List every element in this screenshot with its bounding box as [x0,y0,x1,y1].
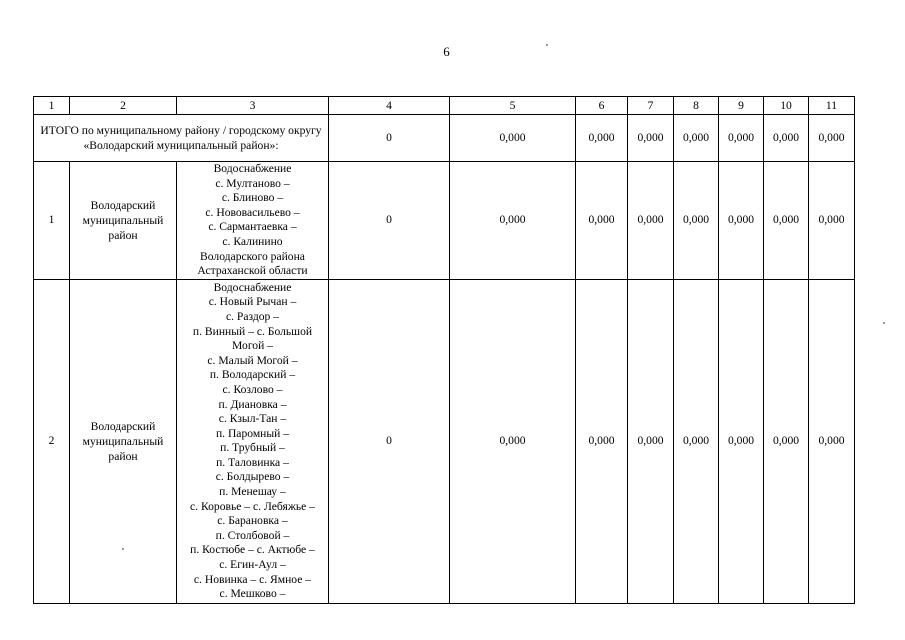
table-cell: 0,000 [764,279,809,603]
col-header: 2 [70,97,177,115]
table-cell: 0,000 [628,162,674,280]
description-line: с. Калинино [222,234,283,248]
description-line: п. Паромный – [215,426,290,440]
description-line: Володарского района [200,249,305,263]
row-number: 2 [34,279,70,603]
description-line: с. Нововасильево – [205,205,300,219]
col-header: 1 [34,97,70,115]
table-cell: 0,000 [628,115,674,162]
total-row [34,115,855,162]
row-number: 1 [34,162,70,280]
table-cell: 0,000 [674,279,719,603]
description-line: с. Раздор – [225,309,280,323]
col-header: 4 [329,97,450,115]
area-name: Володарский муниципальный район [70,162,177,280]
col-header: 3 [177,97,329,115]
col-header: 8 [674,97,719,115]
description-line: п. Винный – с. Большой [192,324,313,338]
description-line: п. Таловинка – [216,455,289,469]
table-cell: 0 [329,115,450,162]
description-line: п. Диановка – [218,397,287,411]
table-cell: 0,000 [628,279,674,603]
description-line: с. Новый Рычан – [208,295,297,309]
description-line: п. Костюбе – с. Актюбе – [190,543,315,557]
scan-speck [546,44,548,46]
table-cell: 0,000 [809,162,855,280]
description-line: с. Мултаново – [215,176,290,190]
table-cell: 0,000 [809,115,855,162]
description-line: п. Менешау – [219,485,286,499]
table-cell: 0,000 [576,279,628,603]
description-line: с. Коровье – с. Лебяжье – [190,499,315,513]
description-line: Астраханской области [197,264,308,278]
col-header: 10 [764,97,809,115]
table-cell: 0,000 [450,162,576,280]
total-label: ИТОГО по муниципальному району / городскому округу «Володарский муниципальный район»: [34,115,329,162]
data-table [33,96,855,604]
col-header: 9 [719,97,764,115]
table-cell: 0,000 [764,162,809,280]
table-cell: 0,000 [674,115,719,162]
description-line: с. Мешково – [219,587,286,601]
col-header: 7 [628,97,674,115]
object-description [177,279,329,603]
description-line: п. Трубный – [220,441,285,455]
table-cell: 0,000 [719,115,764,162]
table-cell: 0,000 [719,162,764,280]
table-cell: 0,000 [719,279,764,603]
header-row [34,97,855,115]
table-cell: 0,000 [450,279,576,603]
description-line: п. Володарский – [209,368,296,382]
table-row [34,162,855,280]
description-line: Могой – [232,339,273,353]
description-line: с. Новинка – с. Ямное – [193,572,312,586]
table-cell: 0,000 [764,115,809,162]
table-cell: 0 [329,279,450,603]
table-cell: 0,000 [576,115,628,162]
table-cell: 0,000 [576,162,628,280]
description-line: с. Сармантаевка – [208,220,297,234]
area-name: Володарский муниципальный район [70,279,177,603]
description-line: с. Козлово – [222,382,283,396]
table-cell: 0 [329,162,450,280]
description-line: с. Болдырево – [215,470,290,484]
description-line: Водоснабжение [213,280,292,294]
col-header: 11 [809,97,855,115]
description-line: с. Малый Могой – [207,353,298,367]
description-line: с. Блиново – [221,191,284,205]
table-cell: 0,000 [450,115,576,162]
scan-speck [122,548,124,550]
col-header: 5 [450,97,576,115]
description-line: с. Кзыл-Тан – [218,412,287,426]
description-line: Водоснабжение [213,162,292,175]
scan-speck [883,322,885,324]
description-line: с. Барановка – [217,514,288,528]
table-row [34,279,855,603]
page-number: 6 [443,44,450,59]
description-line: с. Егин-Аул – [219,558,286,572]
table-cell: 0,000 [809,279,855,603]
col-header: 6 [576,97,628,115]
table-cell: 0,000 [674,162,719,280]
object-description [177,162,329,280]
description-line: п. Столбовой – [215,528,290,542]
